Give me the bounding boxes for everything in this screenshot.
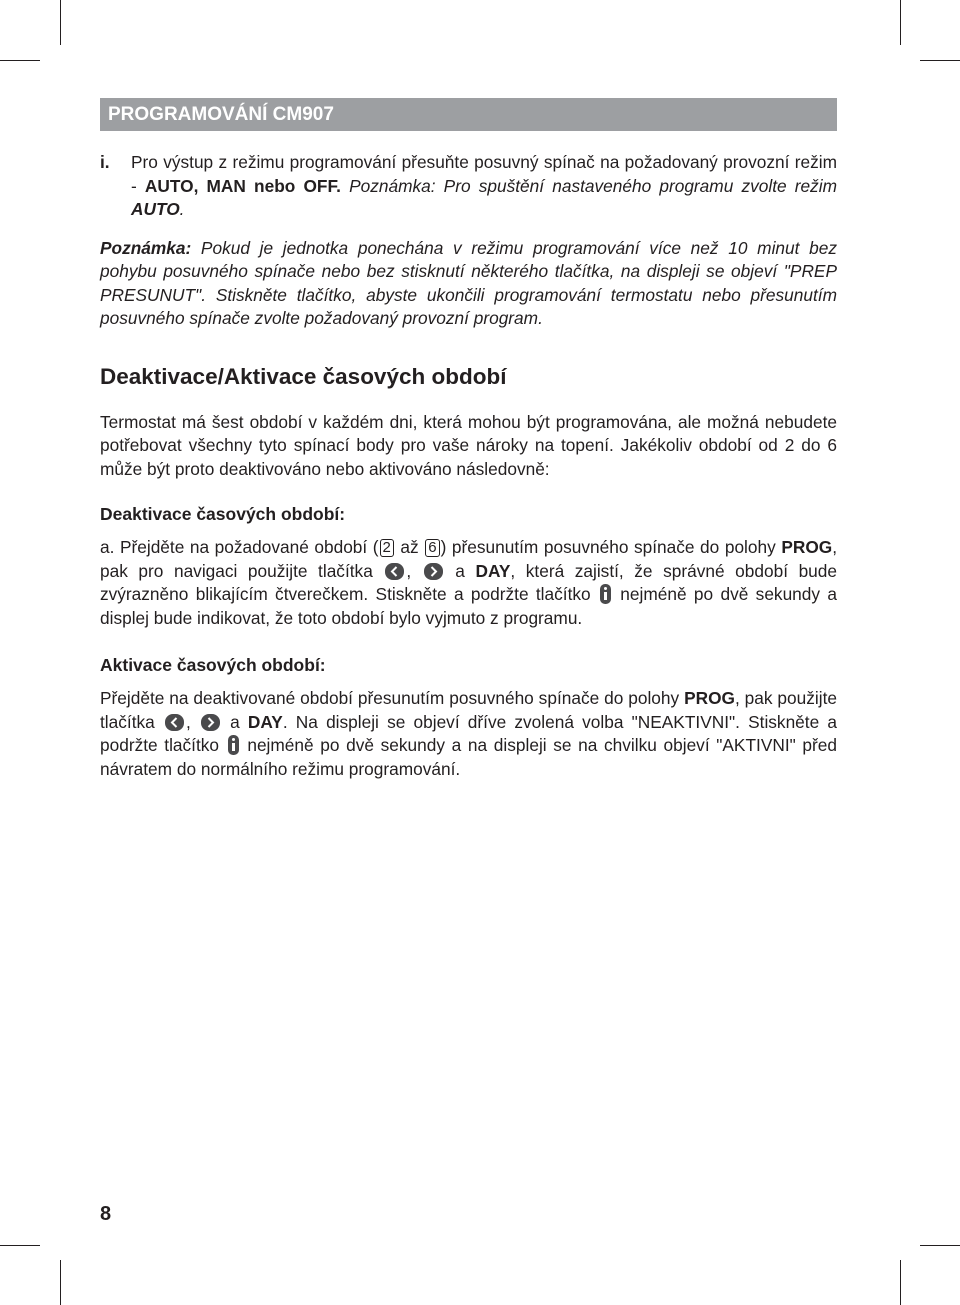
right-arrow-button-icon xyxy=(424,563,443,580)
deactivate-text-7: , která zajistí, že správné období bude zvýrazněno blikajícím čtverečkem. Stiskněte a podržte tlačítko xyxy=(100,560,838,604)
activate-paragraph xyxy=(100,687,837,781)
crop-mark-left-bottom xyxy=(0,1245,40,1246)
day-label: DAY xyxy=(475,560,511,581)
item-note-mode: AUTO xyxy=(131,199,180,219)
exit-programming-item xyxy=(100,151,837,222)
activate-text-4: a xyxy=(221,711,248,732)
deactivate-text-2: až xyxy=(394,537,425,557)
deactivate-text-5: , xyxy=(406,560,422,581)
period-number-from: 2 xyxy=(380,539,394,557)
crop-mark-top-left xyxy=(60,0,61,45)
crop-mark-top-right xyxy=(900,0,901,45)
deactivate-text-8: nejméně po dvě sekundy a displej bude indikovat, že toto období bylo vyjmuto z programu. xyxy=(100,584,837,628)
deactivate-text-3: ) přesunutím posuvného spínače do polohy xyxy=(440,537,782,557)
crop-mark-bottom-left xyxy=(60,1260,61,1305)
crop-mark-right-bottom xyxy=(920,1245,960,1246)
activate-text-5: . Na displeji se objeví dříve zvolená volba "NEAKTIVNI". Stiskněte a podržte tlačítko xyxy=(100,711,837,755)
day-label: DAY xyxy=(247,711,283,732)
section-intro: Termostat má šest období v každém dni, která mohou být programována, ale možná nebudete potřebovat všechny tyto spínací body pro vaše nároky na topení. Jakékoliv období od 2 do 6 může být proto deaktivováno nebo aktivováno následovně: xyxy=(100,411,837,479)
prog-label: PROG xyxy=(684,688,735,708)
deactivate-text-1: a. Přejděte na požadované období ( xyxy=(100,537,379,557)
note-text: Pokud je jednotka ponechána v režimu programování více než 10 minut bez pohybu posuvného spínače nebo bez stisknutí některého tlačítka, na displeji se objeví "PREP PRESUNUT". Stiskněte tlačítko, abyste ukončili programování termostatu nebo přesunutím posuvného spínače zvolte požadovaný provozní program. xyxy=(100,237,837,328)
note-label: Poznámka: xyxy=(100,237,192,258)
left-arrow-button-icon xyxy=(385,563,404,580)
item-note-end: . xyxy=(179,199,185,219)
activate-text-6: nejméně po dvě sekundy a na displeji se na chvilku objeví "AKTIVNI" před návratem do normálního režimu programování. xyxy=(100,735,837,779)
item-note-text: Poznámka: Pro spuštění nastaveného programu zvolte režim xyxy=(340,175,838,196)
crop-mark-bottom-right xyxy=(900,1260,901,1305)
deactivate-text-4: , pak pro navigaci použijte tlačítka xyxy=(100,537,838,581)
activate-heading: Aktivace časových období: xyxy=(100,655,326,675)
right-arrow-button-icon xyxy=(201,714,220,731)
page-content xyxy=(100,151,837,781)
deactivate-text-6: a xyxy=(444,560,476,581)
page-number: 8 xyxy=(100,1203,112,1225)
item-marker: i. xyxy=(100,152,110,172)
item-text: Pro výstup z režimu programování přesuňte posuvný spínač na požadovaný provozní režim - xyxy=(131,152,837,196)
period-number-to: 6 xyxy=(425,539,439,557)
deactivate-heading: Deaktivace časových období: xyxy=(100,504,346,524)
prog-label: PROG xyxy=(781,537,833,557)
item-modes: AUTO, MAN nebo OFF. xyxy=(144,175,341,196)
info-button-icon xyxy=(228,735,239,755)
crop-mark-right-top xyxy=(920,60,960,61)
left-arrow-button-icon xyxy=(165,714,184,731)
banner-title: PROGRAMOVÁNÍ CM907 xyxy=(108,104,334,125)
section-heading: Deaktivace/Aktivace časových období xyxy=(100,363,507,389)
timeout-note xyxy=(100,237,837,331)
crop-mark-left-top xyxy=(0,60,40,61)
activate-text-2: , pak použijte tlačítka xyxy=(100,688,837,732)
section-banner xyxy=(100,98,837,131)
activate-text-3: , xyxy=(185,711,199,732)
info-button-icon xyxy=(600,584,611,604)
activate-text-1: Přejděte na deaktivované období přesunutím posuvného spínače do polohy xyxy=(100,688,685,708)
deactivate-paragraph xyxy=(100,536,837,630)
